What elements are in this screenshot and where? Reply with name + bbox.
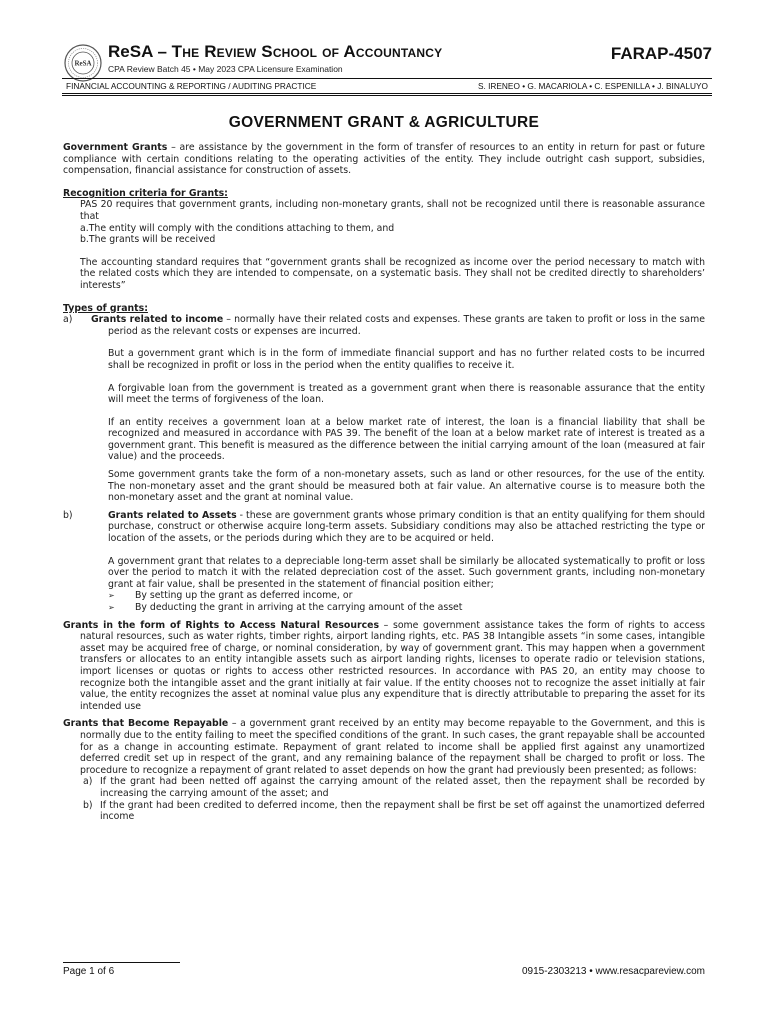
types-heading: Types of grants: xyxy=(63,302,148,314)
subject-line: FINANCIAL ACCOUNTING & REPORTING / AUDITING PRACTICE xyxy=(66,81,317,91)
repayable-item-a: a) If the grant had been netted off against the carrying amount of the related asset, then the repayment shall be recorded by increasing the carrying amount of the asset; and xyxy=(83,776,705,799)
recognition-item-b: b.The grants will be received xyxy=(80,234,216,246)
authors-line: S. IRENEO • G. MACARIOLA • C. ESPENILLA • J. BINALUYO xyxy=(477,81,708,91)
repayable-paragraph: Grants that Become Repayable – a government grant received by an entity may become repayable to the Government, and this is normally due to the entity failing to meet the specified conditions of the grant. In such cases, the grant repayable shall be accounted for as a change in accounting estimate. Repayment of grant related to income shall be applied first against any unamortized deferred credit set up in respect of the grant, and any remaining balance of the repayment shall be charged to profit or loss. The procedure to recognize a repayment of grant related to asset depends on how the grant had previously been presented; as follows: xyxy=(63,718,705,776)
document-code: FARAP-4507 xyxy=(610,44,712,63)
header-rule-lower-2 xyxy=(62,95,712,96)
type-a-para-4: If an entity receives a government loan at a below market rate of interest, the loan is a financial liability that shall be recognized and measured in accordance with PAS 39. The benefit of the loan at a below market rate of interest is treated as a government grant. This benefit is measured as the difference between the initial carrying amount of the loan (measured at fair value) and the proceeds. xyxy=(108,416,705,463)
type-b-para-2: A government grant that relates to a depreciable long-term asset shall be similarly be allocated systematically to profit or loss over the period to match it with the related depreciation cost of the asset. Such government grants, including non-monetary grant at fair value, shall be presented in the statement of financial position either; xyxy=(108,555,705,590)
type-a-para-5: Some government grants take the form of a non-monetary assets, such as land or other resources, for the use of the entity. The non-monetary asset and the grant should be measured both at fair value. An alternative course is to measure both the non-monetary asset and the grant at nominal value. xyxy=(108,469,705,504)
recognition-para: PAS 20 requires that government grants, including non-monetary grants, shall not be recognized until there is reasonable assurance that xyxy=(80,199,705,222)
contact-info: 0915-2303213 • www.resacpareview.com xyxy=(521,966,705,977)
header-rule-lower xyxy=(62,93,712,94)
header-rule xyxy=(62,78,712,79)
bullet-item: ➢ By deducting the grant in arriving at the carrying amount of the asset xyxy=(108,602,463,613)
rights-paragraph: Grants in the form of Rights to Access Natural Resources – some government assistance takes the form of rights to access natural resources, such as water rights, timber rights, airport landing rights, etc. PAS 38 Intangible assets “in some cases, intangible asset may be acquired free of charge, or nominal consideration, by way of government grant. This may happen when a government transfers or allocates to an entity intangible assets such as airport landing rights, licenses to operate radio or television stations, import licenses or quotas or rights to access other restricted resources. In accordance with PAS 20, an entity may choose to recognize both the intangible asset and the grant initially at fair value. If the entity chooses not to recognize the asset initially at fair value, the entity recognizes the asset at nominal value plus any expenditure that is directly attributable to preparing the asset for its intended use xyxy=(63,619,705,712)
resa-logo-icon xyxy=(64,44,102,82)
footer-rule xyxy=(63,962,180,963)
type-a-para-3: A forgivable loan from the government is treated as a government grant when there is reasonable assurance that the entity will meet the terms of forgiveness of the loan. xyxy=(108,382,705,406)
type-b-assets: b) Grants related to Assets - these are government grants whose primary condition is that an entity qualifying for them should purchase, construct or otherwise acquire long-term assets. Subsidiary conditions may also be attached restricting the type or location of the assets, or the periods during which they are to be acquired or held. xyxy=(63,509,706,545)
page-title: GOVERNMENT GRANT & AGRICULTURE xyxy=(228,114,540,131)
arrow-bullet-icon: ➢ xyxy=(108,591,115,601)
type-a-para-2: But a government grant which is in the form of immediate financial support and has no further related costs to be incurred shall be recognized in profit or loss in the period when the entity qualifies to receive it. xyxy=(108,348,705,371)
repayable-item-b: b) If the grant had been credited to deferred income, then the repayment shall be first be set off against the unamortized deferred income xyxy=(83,799,705,823)
svg-text:ReSA: ReSA xyxy=(74,59,92,68)
intro-paragraph: Government Grants – are assistance by the government in the form of transfer of resources to an entity in return for past or future compliance with certain conditions relating to the operating activities of the entity. They include outright cash support, subsidies, compensation, financial assistance for construction of assets. xyxy=(63,142,705,177)
page-number: Page 1 of 6 xyxy=(63,966,115,977)
batch-line: CPA Review Batch 45 • May 2023 CPA Licensure Examination xyxy=(108,64,343,74)
recognition-heading: Recognition criteria for Grants: xyxy=(63,187,228,199)
document-body xyxy=(63,142,705,823)
recognition-standard-para: The accounting standard requires that “government grants shall be recognized as income over the period necessary to match with the related costs which they are intended to compensate, on a systematic basis. They shall not be credited directly to shareholders’ interests” xyxy=(80,256,705,291)
type-a-income: a) Grants related to income – normally have their related costs and expenses. These grants are taken to profit or loss in the same period as the relevant costs or expenses are incurred. xyxy=(63,314,705,337)
recognition-item-a: a.The entity will comply with the conditions attaching to them, and xyxy=(80,222,395,234)
arrow-bullet-icon: ➢ xyxy=(108,603,115,612)
school-name: ReSA – The Review School of Accountancy xyxy=(108,42,443,61)
bullet-item: ➢ By setting up the grant as deferred income, or xyxy=(108,590,353,602)
